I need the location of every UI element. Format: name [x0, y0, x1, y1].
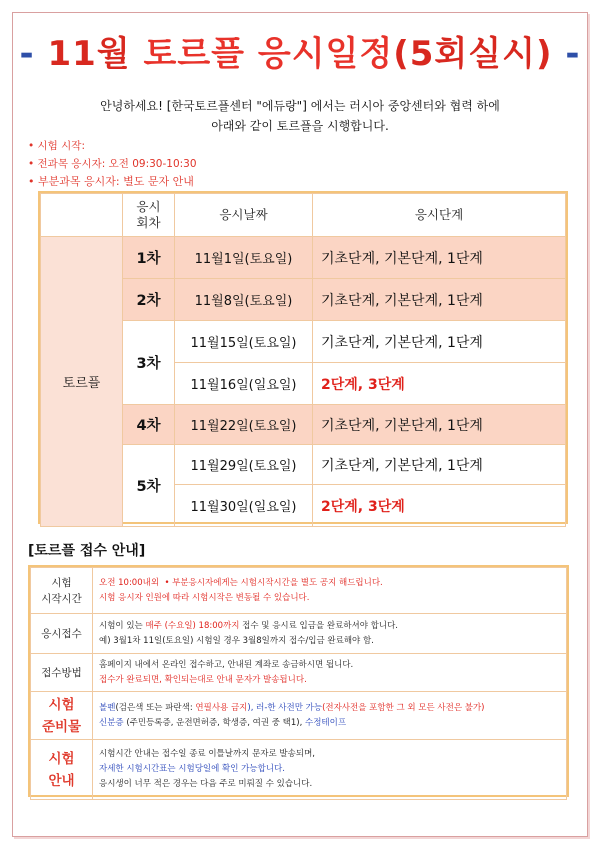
- level-cell: 2단계, 3단계: [313, 363, 566, 405]
- apply-key: 응시접수: [31, 614, 93, 654]
- bullet-partial: • 부분과목 응시자: 별도 문자 안내: [28, 173, 197, 191]
- title-dash-left: -: [19, 34, 35, 74]
- notice-line1: 시험시간 안내는 접수일 종료 이틀날까지 문자로 발송되며,: [99, 749, 315, 759]
- registration-section-title: [토르플 접수 안내]: [28, 543, 146, 559]
- method-line1: 홈페이지 내에서 온라인 접수하고, 안내된 계좌로 송금하시면 됩니다.: [99, 659, 354, 670]
- bullet-full: • 전과목 응시자: 오전 09:30-10:30: [28, 155, 197, 173]
- supplies-pen-note: (검은색 또는 파란색:: [115, 702, 196, 713]
- date-cell: 11월15일(토요일): [175, 321, 313, 363]
- date-cell: 11월29일(토요일): [175, 445, 313, 485]
- start-time-value: [93, 568, 567, 614]
- supplies-pen: 볼펜: [99, 702, 116, 713]
- supplies-id-note: (주민등록증, 운전면허증, 학생증, 여권 중 택1),: [123, 717, 305, 728]
- start-time-line1a: 오전 10:00내외: [99, 577, 160, 588]
- info-row-supplies: [31, 692, 567, 740]
- level-cell: 기초단계, 기본단계, 1단계: [313, 279, 566, 321]
- supplies-no-pencil: 연필사용 금지: [195, 702, 248, 713]
- date-cell: 11월16일(일요일): [175, 363, 313, 405]
- table-row: [41, 237, 566, 279]
- header-date: 응시날짜: [175, 194, 313, 237]
- notice-line3: 응시생이 너무 적은 경우는 다음 주로 미뤄질 수 있습니다.: [99, 779, 313, 789]
- notice-line2: 자세한 시험시간표는 시험당일에 확인 가능합니다.: [99, 764, 285, 774]
- header-empty: [41, 194, 123, 237]
- intro-line-1: 안녕하세요! [한국토르플센터 "에듀랑"] 에서는 러시아 중앙센터와 협력 하에: [100, 99, 500, 113]
- supplies-value: [93, 692, 567, 740]
- supplies-id: 신분증: [99, 717, 124, 728]
- title-paren: (5회실시): [393, 34, 553, 74]
- category-cell: 토르플: [41, 237, 123, 527]
- bullet-start: • 시험 시작:: [28, 137, 197, 155]
- supplies-dictionary-note: (전자사전을 포함한 그 외 모든 사전은 불가): [322, 702, 485, 713]
- info-row-notice: [31, 740, 567, 800]
- round-cell: 2차: [123, 279, 175, 321]
- start-time-key: 시험 시작시간: [31, 568, 93, 614]
- round-cell: 1차: [123, 237, 175, 279]
- info-bullets: [28, 137, 197, 191]
- apply-value: [93, 614, 567, 654]
- supplies-key: 시험 준비물: [31, 692, 93, 740]
- level-cell: 2단계, 3단계: [313, 485, 566, 527]
- level-cell: 기초단계, 기본단계, 1단계: [313, 321, 566, 363]
- apply-line1c: 접수 및 응시료 입금을 완료하셔야 합니다.: [239, 620, 398, 631]
- header-level: 응시단계: [313, 194, 566, 237]
- notice-value: [93, 740, 567, 800]
- round-cell: 4차: [123, 405, 175, 445]
- date-cell: 11월1일(토요일): [175, 237, 313, 279]
- title-dash-right: -: [565, 34, 581, 74]
- round-cell: 5차: [123, 445, 175, 527]
- page-title: [12, 26, 588, 76]
- registration-table: [28, 565, 569, 797]
- info-row-apply: [31, 614, 567, 654]
- method-line2: 접수가 완료되면, 확인되는대로 안내 문자가 발송됩니다.: [99, 674, 307, 685]
- title-month: 11월: [47, 34, 131, 74]
- round-cell: 3차: [123, 321, 175, 405]
- date-cell: 11월22일(토요일): [175, 405, 313, 445]
- info-row-start-time: [31, 568, 567, 614]
- date-cell: 11월8일(토요일): [175, 279, 313, 321]
- apply-line1b: 매주 (수요일) 18:00까지: [145, 620, 240, 631]
- apply-line1a: 시험이 있는: [99, 620, 146, 631]
- level-cell: 기초단계, 기본단계, 1단계: [313, 237, 566, 279]
- start-time-line2: 시험 응시자 인원에 따라 시험시작은 변동될 수 있습니다.: [99, 592, 310, 603]
- apply-line2: 예) 3월1차 11일(토요일) 시험일 경우 3월8일까지 접수/입금 완료해야 함.: [99, 635, 374, 646]
- header-round: 응시 회차: [123, 194, 175, 237]
- method-key: 접수방법: [31, 654, 93, 692]
- supplies-dictionary: ), 러-한 사전만 가능: [247, 702, 323, 713]
- notice-key: 시험 안내: [31, 740, 93, 800]
- method-value: [93, 654, 567, 692]
- schedule-table: [38, 191, 568, 524]
- info-row-method: [31, 654, 567, 692]
- supplies-tape: 수정테이프: [305, 717, 347, 728]
- start-time-line1b: • 부분응시자에게는 시험시작시간을 별도 공지 해드립니다.: [164, 577, 383, 588]
- intro-line-2: 아래와 같이 토르플을 시행합니다.: [211, 119, 389, 133]
- intro-text: [40, 96, 560, 136]
- schedule-header-row: [41, 194, 566, 237]
- level-cell: 기초단계, 기본단계, 1단계: [313, 445, 566, 485]
- level-cell: 기초단계, 기본단계, 1단계: [313, 405, 566, 445]
- date-cell: 11월30일(일요일): [175, 485, 313, 527]
- title-main: 토르플 응시일정: [143, 34, 394, 74]
